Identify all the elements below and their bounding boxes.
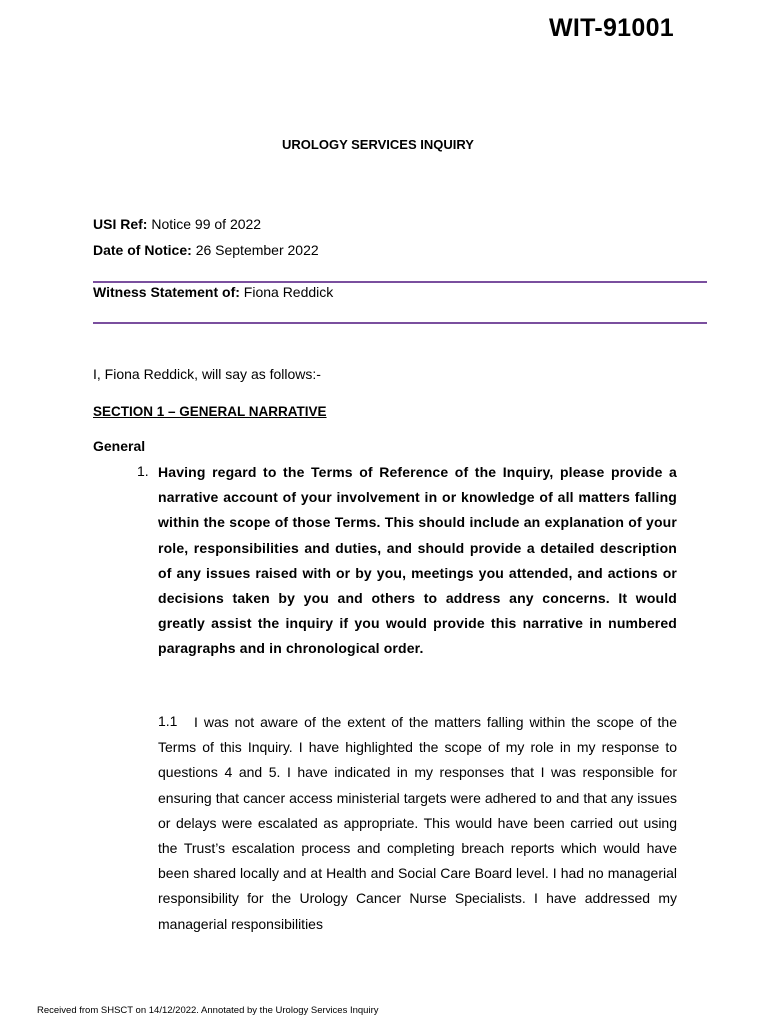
- witness-statement-label: Witness Statement of:: [93, 284, 240, 300]
- witness-id: WIT-91001: [549, 14, 674, 42]
- question-number: 1.: [137, 463, 149, 479]
- date-of-notice-line: [93, 242, 319, 258]
- witness-statement-value: Fiona Reddick: [243, 284, 334, 300]
- footer-note: Received from SHSCT on 14/12/2022. Annotated by the Urology Services Inquiry: [37, 1005, 379, 1016]
- usi-ref-line: [93, 216, 261, 232]
- date-of-notice-value: 26 September 2022: [195, 242, 319, 258]
- divider-top: [93, 281, 707, 283]
- usi-ref-label: USI Ref:: [93, 216, 148, 232]
- answer-number: 1.1: [158, 713, 178, 729]
- sub-heading: General: [93, 438, 146, 454]
- document-title: UROLOGY SERVICES INQUIRY: [282, 137, 474, 152]
- section-heading: SECTION 1 – GENERAL NARRATIVE: [93, 404, 327, 419]
- intro-statement: I, Fiona Reddick, will say as follows:-: [93, 366, 321, 382]
- question-text: Having regard to the Terms of Reference of the Inquiry, please provide a narrative account of your involvement in or knowledge of all matters falling within the scope of those Terms. This should include an explanation of your role, responsibilities and duties, and should provide a detailed description of any issues raised with or by you, meetings you attended, and actions or decisions taken by you and others to address any concerns. It would greatly assist the inquiry if you would provide this narrative in numbered paragraphs and in chronological order.: [158, 464, 677, 657]
- answer-text: I was not aware of the extent of the matters falling within the scope of the Terms of this Inquiry. I have highlighted the scope of my role in my response to questions 4 and 5. I have indicated in my responses that I was responsible for ensuring that cancer access ministerial targets were adhered to and that any issues or delays were escalated as appropriate. This would have been carried out using the Trust’s escalation process and completing breach reports which would have been shared locally and at Health and Social Care Board level. I had no managerial responsibility for the Urology Cancer Nurse Specialists. I have addressed my managerial responsibilities: [158, 714, 677, 932]
- date-of-notice-label: Date of Notice:: [93, 242, 192, 258]
- usi-ref-value: Notice 99 of 2022: [151, 216, 262, 232]
- divider-bottom: [93, 322, 707, 324]
- witness-statement-line: [93, 284, 333, 300]
